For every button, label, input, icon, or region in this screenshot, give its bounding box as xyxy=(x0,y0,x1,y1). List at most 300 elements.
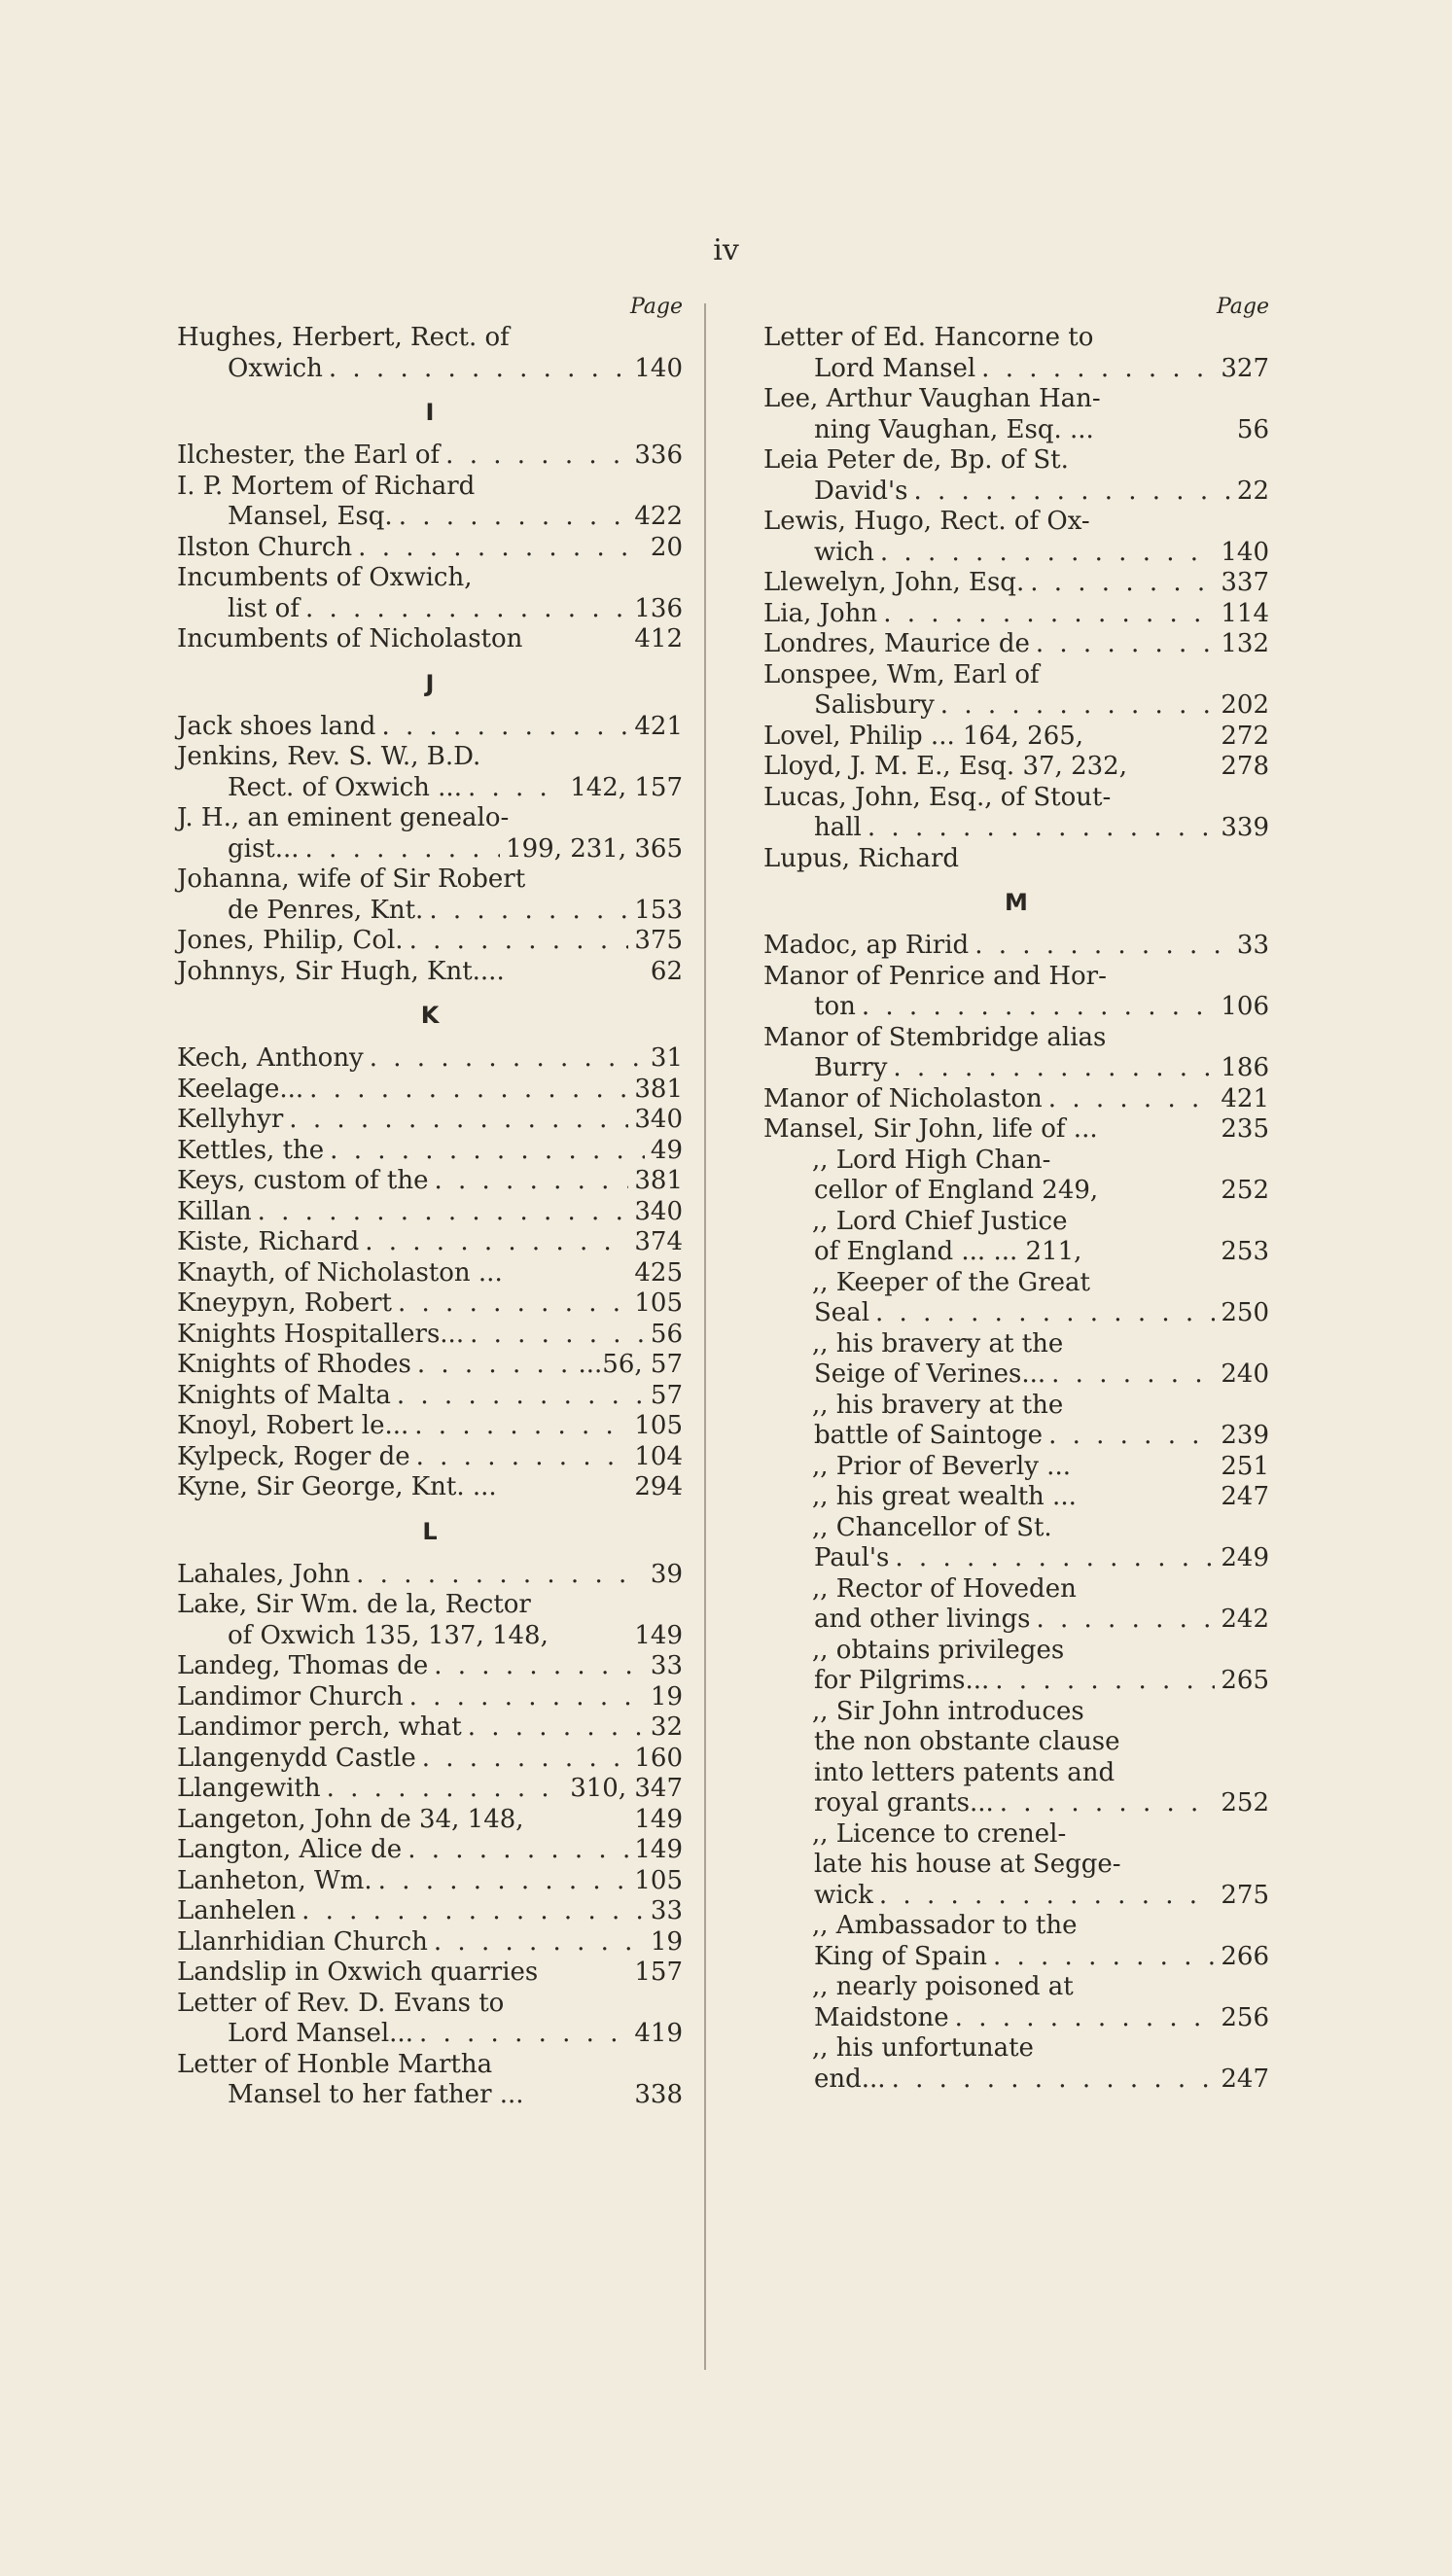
index-entry xyxy=(177,1197,683,1228)
index-entry xyxy=(763,1482,1269,1513)
index-entry xyxy=(177,1381,683,1412)
entry-text: Lee, Arthur Vaughan Han- xyxy=(763,384,1101,413)
leader-dots xyxy=(305,594,628,625)
entry-text: list of xyxy=(228,593,300,623)
entry-text: Rect. of Oxwich ... xyxy=(228,772,462,802)
index-entry xyxy=(763,1636,1269,1667)
index-entry xyxy=(177,1896,683,1927)
entry-page: 140 xyxy=(634,353,683,383)
leader-dots xyxy=(892,2064,1216,2096)
leader-dots xyxy=(301,1896,645,1927)
entry-text: Mansel to her father ... xyxy=(228,2080,524,2109)
entry-page: 33 xyxy=(650,1651,683,1680)
index-entry xyxy=(177,2050,683,2081)
entry-text: Lanhelen xyxy=(177,1896,297,1925)
page-heading: Page xyxy=(629,295,683,319)
index-entry xyxy=(177,865,683,896)
index-entry xyxy=(177,533,683,564)
entry-text: late his house at Segge- xyxy=(814,1850,1121,1879)
entry-page: 20 xyxy=(650,532,683,562)
index-entry xyxy=(763,384,1269,415)
entry-text: Landimor Church xyxy=(177,1681,404,1711)
entry-page: 338 xyxy=(634,2080,683,2109)
index-entry xyxy=(763,1237,1269,1268)
entry-text: Llangenydd Castle xyxy=(177,1743,416,1773)
entry-page: 339 xyxy=(1221,813,1269,842)
entry-page: 106 xyxy=(1221,992,1269,1021)
entry-page: 340 xyxy=(634,1105,683,1134)
index-entry xyxy=(177,1442,683,1473)
index-entry xyxy=(763,992,1269,1023)
index-entry xyxy=(763,690,1269,722)
leader-dots xyxy=(370,1043,645,1075)
entry-text: ning Vaughan, Esq. ... xyxy=(814,414,1094,444)
entry-page: 265 xyxy=(1221,1666,1269,1695)
entry-text: Londres, Maurice de xyxy=(763,629,1030,658)
entry-text: ,, obtains privileges xyxy=(812,1635,1065,1665)
leader-dots xyxy=(365,1227,628,1258)
entry-page: 114 xyxy=(1221,598,1269,628)
index-entry xyxy=(177,1043,683,1075)
entry-page: 157 xyxy=(634,1958,683,1987)
entry-text: Keys, custom of the xyxy=(177,1166,429,1195)
entry-text: Kiste, Richard xyxy=(177,1227,360,1256)
entry-text: wich xyxy=(814,537,874,567)
index-entry xyxy=(763,844,1269,875)
entry-text: Manor of Stembridge alias xyxy=(763,1022,1107,1052)
entry-text: of England ... ... 211, xyxy=(814,1237,1082,1266)
entry-page: 310, 347 xyxy=(570,1774,683,1803)
entry-page: 149 xyxy=(634,1620,683,1650)
index-entry xyxy=(177,742,683,773)
index-entry xyxy=(177,472,683,503)
leader-dots xyxy=(981,354,1215,385)
index-entry xyxy=(177,563,683,594)
index-entry xyxy=(763,1359,1269,1391)
entry-text: Johnnys, Sir Hugh, Knt.... xyxy=(177,956,505,986)
index-entry xyxy=(763,1850,1269,1881)
index-entry xyxy=(177,1989,683,2020)
entry-page: 104 xyxy=(634,1441,683,1471)
entry-text: Kellyhyr xyxy=(177,1105,284,1134)
entry-page: 336 xyxy=(634,441,683,470)
index-entry xyxy=(177,502,683,533)
index-entry xyxy=(763,1543,1269,1574)
leader-dots xyxy=(399,502,629,533)
entry-text: ,, his great wealth ... xyxy=(812,1482,1077,1511)
entry-text: Lord Mansel... xyxy=(228,2019,413,2048)
leader-dots xyxy=(955,2003,1216,2034)
entry-text: Paul's xyxy=(814,1543,890,1572)
index-entry xyxy=(763,1329,1269,1360)
entry-text: Letter of Ed. Hancorne to xyxy=(763,323,1094,352)
index-entry xyxy=(177,354,683,385)
index-entry xyxy=(177,1866,683,1897)
entry-text: Jenkins, Rev. S. W., B.D. xyxy=(177,742,481,771)
index-entry xyxy=(177,1288,683,1320)
entry-text: cellor of England 249, xyxy=(814,1176,1099,1205)
index-entry xyxy=(763,1268,1269,1299)
leader-dots xyxy=(993,1942,1215,1973)
index-entry xyxy=(763,1758,1269,1789)
index-entry xyxy=(177,1744,683,1775)
entry-page: 252 xyxy=(1221,1176,1269,1205)
leader-dots xyxy=(422,1744,629,1775)
entry-text: ,, Lord Chief Justice xyxy=(812,1206,1068,1236)
entry-text: Letter of Honble Martha xyxy=(177,2049,493,2079)
index-entry xyxy=(763,1513,1269,1544)
entry-page: 235 xyxy=(1221,1114,1269,1144)
entry-text: Llewelyn, John, Esq. xyxy=(763,568,1025,597)
index-entry xyxy=(177,896,683,927)
index-entry xyxy=(763,323,1269,354)
index-entry xyxy=(763,1053,1269,1084)
index-entry xyxy=(177,2019,683,2050)
leader-dots xyxy=(327,1774,565,1805)
leader-dots xyxy=(879,1881,1215,1912)
entry-text: Llangewith xyxy=(177,1774,321,1803)
index-entry xyxy=(763,2003,1269,2034)
index-entry xyxy=(177,1805,683,1836)
entry-text: Kettles, the xyxy=(177,1135,325,1165)
leader-dots xyxy=(398,1288,628,1320)
index-entry xyxy=(763,1972,1269,2003)
leader-dots xyxy=(305,834,501,865)
index-entry xyxy=(763,1207,1269,1238)
entry-page: 419 xyxy=(634,2019,683,2048)
entry-page: 381 xyxy=(634,1166,683,1195)
entry-text: ,, Sir John introduces xyxy=(812,1696,1084,1726)
entry-page: 62 xyxy=(650,956,683,986)
index-entry xyxy=(763,813,1269,844)
entry-text: Ilchester, the Earl of xyxy=(177,441,441,470)
entry-page: 142, 157 xyxy=(570,772,683,802)
index-entry xyxy=(763,1697,1269,1728)
index-entry xyxy=(763,568,1269,599)
leader-dots xyxy=(416,1442,629,1473)
entry-text: Lovel, Philip ... 164, 265, xyxy=(763,721,1084,751)
entry-text: ,, Keeper of the Great xyxy=(812,1267,1090,1297)
entry-text: ,, Rector of Hoveden xyxy=(812,1573,1077,1604)
leader-dots xyxy=(434,1927,645,1958)
entry-page: 252 xyxy=(1221,1788,1269,1817)
index-entry xyxy=(177,1835,683,1866)
page-number: iv xyxy=(713,233,739,267)
leader-dots xyxy=(875,1298,1215,1329)
index-entry xyxy=(763,1391,1269,1422)
entry-text: gist... xyxy=(228,833,300,864)
section-letter: I xyxy=(425,399,435,426)
leader-dots xyxy=(913,476,1230,508)
entry-text: Knoyl, Robert le... xyxy=(177,1411,409,1440)
index-entry xyxy=(763,1298,1269,1329)
index-entry xyxy=(177,1958,683,1989)
entry-text: Manor of Nicholaston xyxy=(763,1083,1043,1113)
entry-text: Salisbury xyxy=(814,690,935,720)
leader-dots xyxy=(1030,568,1215,599)
entry-page: 256 xyxy=(1221,2002,1269,2032)
entry-text: ton xyxy=(814,992,856,1021)
entry-text: ,, his bravery at the xyxy=(812,1328,1064,1359)
index-entry xyxy=(177,1472,683,1503)
entry-text: J. H., an eminent genealo- xyxy=(177,803,510,832)
entry-text: Kyne, Sir George, Knt. ... xyxy=(177,1472,497,1501)
index-entry xyxy=(177,624,683,655)
entry-text: into letters patents and xyxy=(814,1757,1116,1787)
leader-dots xyxy=(1048,1084,1216,1115)
leader-dots xyxy=(880,538,1215,569)
entry-page: 160 xyxy=(634,1743,683,1773)
index-column-right xyxy=(763,292,1269,2095)
index-entry xyxy=(763,1452,1269,1483)
entry-page: 327 xyxy=(1221,353,1269,383)
index-entry xyxy=(177,441,683,472)
entry-page: 33 xyxy=(650,1896,683,1925)
entry-text: Jack shoes land xyxy=(177,711,376,741)
entry-page: 39 xyxy=(650,1559,683,1589)
entry-text: Killan xyxy=(177,1196,252,1226)
entry-text: royal grants... xyxy=(814,1788,994,1817)
index-entry xyxy=(763,1574,1269,1606)
section-letter: K xyxy=(420,1002,440,1029)
entry-page: 278 xyxy=(1221,752,1269,781)
entry-text: Knights Hospitallers... xyxy=(177,1319,465,1349)
entry-page: 272 xyxy=(1221,721,1269,751)
entry-text: Maidstone xyxy=(814,2002,949,2032)
entry-page: 266 xyxy=(1221,1941,1269,1971)
entry-text: Landslip in Oxwich quarries xyxy=(177,1958,539,1987)
entry-page: 56 xyxy=(1236,414,1269,444)
entry-page: 149 xyxy=(634,1835,683,1864)
entry-text: David's xyxy=(814,476,908,506)
entry-text: ,, his unfortunate xyxy=(812,2033,1034,2063)
index-entry xyxy=(763,1942,1269,1973)
entry-text: Johanna, wife of Sir Robert xyxy=(177,865,526,894)
entry-text: Lake, Sir Wm. de la, Rector xyxy=(177,1590,531,1619)
index-entry xyxy=(177,1227,683,1258)
entry-page: 19 xyxy=(650,1681,683,1711)
index-entry xyxy=(763,354,1269,385)
entry-page: ...56, 57 xyxy=(578,1350,683,1379)
entry-page: 242 xyxy=(1221,1605,1269,1634)
leader-dots xyxy=(397,1381,645,1412)
index-entry xyxy=(177,1105,683,1136)
entry-text: Seal xyxy=(814,1298,870,1327)
leader-dots xyxy=(893,1053,1215,1084)
entry-text: Kylpeck, Roger de xyxy=(177,1441,410,1471)
leader-dots xyxy=(470,1320,645,1351)
entry-text: Lucas, John, Esq., of Stout- xyxy=(763,782,1112,812)
entry-text: wick xyxy=(814,1880,873,1910)
index-entry xyxy=(763,1084,1269,1115)
index-entry xyxy=(763,1114,1269,1146)
index-entry xyxy=(177,1136,683,1167)
entry-text: Hughes, Herbert, Rect. of xyxy=(177,323,510,352)
entry-text: hall xyxy=(814,813,862,842)
entry-text: Keelage... xyxy=(177,1074,304,1104)
leader-dots xyxy=(468,1712,645,1744)
index-entry xyxy=(763,507,1269,538)
index-entry xyxy=(763,1146,1269,1177)
entry-page: 33 xyxy=(1236,931,1269,960)
page-heading: Page xyxy=(1216,295,1269,319)
leader-dots xyxy=(414,1411,628,1442)
entry-text: de Penres, Knt. xyxy=(228,895,424,925)
entry-page: 132 xyxy=(1221,629,1269,658)
entry-text: and other livings xyxy=(814,1605,1031,1634)
index-entry xyxy=(177,2080,683,2111)
index-entry xyxy=(177,803,683,834)
index-entry xyxy=(763,752,1269,783)
entry-page: 421 xyxy=(634,711,683,741)
leader-dots xyxy=(445,441,628,472)
entry-text: Landeg, Thomas de xyxy=(177,1651,429,1680)
entry-page: 374 xyxy=(634,1227,683,1256)
index-entry xyxy=(763,599,1269,630)
index-entry xyxy=(763,660,1269,691)
index-column-left xyxy=(177,292,683,2111)
entry-text: the non obstante clause xyxy=(814,1727,1120,1756)
leader-dots xyxy=(1048,1421,1215,1452)
index-entry xyxy=(177,1774,683,1805)
index-entry xyxy=(177,712,683,743)
entry-text: Kneypyn, Robert xyxy=(177,1288,392,1318)
entry-page: 56 xyxy=(650,1319,683,1349)
index-entry xyxy=(763,1023,1269,1054)
index-entry xyxy=(177,1927,683,1958)
entry-page: 421 xyxy=(1221,1083,1269,1113)
entry-text: Burry xyxy=(814,1053,888,1082)
entry-text: Lonspee, Wm, Earl of xyxy=(763,659,1040,689)
index-entry xyxy=(763,1819,1269,1851)
entry-text: Madoc, ap Ririd xyxy=(763,931,970,960)
entry-text: Mansel, Esq. xyxy=(228,502,393,531)
entry-text: Ilston Church xyxy=(177,532,353,562)
entry-page: 340 xyxy=(634,1196,683,1226)
entry-text: ,, Licence to crenel- xyxy=(812,1818,1067,1849)
entry-page: 19 xyxy=(650,1926,683,1957)
index-entry xyxy=(763,962,1269,993)
index-entry xyxy=(763,783,1269,814)
entry-text: Jones, Philip, Col. xyxy=(177,926,404,955)
entry-text: ,, Prior of Beverly ... xyxy=(812,1451,1071,1481)
leader-dots xyxy=(868,813,1215,844)
entry-page: 105 xyxy=(634,1865,683,1895)
entry-page: 249 xyxy=(1221,1543,1269,1572)
index-entry xyxy=(763,722,1269,753)
entry-page: 375 xyxy=(634,926,683,955)
entry-page: 49 xyxy=(650,1135,683,1165)
index-entry xyxy=(177,1258,683,1289)
entry-page: 337 xyxy=(1221,568,1269,597)
entry-page: 425 xyxy=(634,1257,683,1288)
section-letter: J xyxy=(425,669,435,697)
left-entries xyxy=(177,323,683,2111)
entry-text: Knights of Rhodes xyxy=(177,1350,411,1379)
entry-page: 140 xyxy=(1221,537,1269,567)
index-entry xyxy=(177,1411,683,1442)
entry-text: ,, nearly poisoned at xyxy=(812,1972,1074,2001)
leader-dots xyxy=(358,533,645,564)
index-entry xyxy=(763,1605,1269,1636)
entry-page: 105 xyxy=(634,1288,683,1318)
entry-page: 294 xyxy=(634,1472,683,1501)
leader-dots xyxy=(895,1543,1215,1574)
index-entry xyxy=(177,323,683,354)
index-entry xyxy=(177,1712,683,1744)
entry-text: Oxwich xyxy=(228,353,323,383)
entry-page: 136 xyxy=(634,593,683,623)
index-entry xyxy=(177,1320,683,1351)
entry-text: ,, Chancellor of St. xyxy=(812,1512,1052,1542)
entry-text: ,, his bravery at the xyxy=(812,1390,1064,1420)
entry-text: Lloyd, J. M. E., Esq. 37, 232, xyxy=(763,752,1127,781)
index-entry xyxy=(763,445,1269,476)
index-entry xyxy=(177,1651,683,1682)
leader-dots xyxy=(1036,629,1216,660)
leader-dots xyxy=(940,690,1216,722)
index-entry xyxy=(763,1421,1269,1452)
entry-page: 422 xyxy=(634,502,683,531)
entry-page: 22 xyxy=(1236,476,1269,506)
section-letter: L xyxy=(422,1517,438,1545)
index-entry xyxy=(177,1682,683,1713)
entry-text: Lupus, Richard xyxy=(763,843,960,873)
entry-page: 250 xyxy=(1221,1298,1269,1327)
entry-page: 240 xyxy=(1221,1359,1269,1389)
entry-text: King of Spain xyxy=(814,1941,987,1971)
entry-page: 239 xyxy=(1221,1421,1269,1450)
entry-text: Lanheton, Wm. xyxy=(177,1865,372,1895)
leader-dots xyxy=(883,599,1215,630)
entry-text: of Oxwich 135, 137, 148, xyxy=(228,1620,549,1650)
leader-dots xyxy=(381,712,628,743)
entry-text: Lia, John xyxy=(763,598,878,628)
index-entry xyxy=(763,1666,1269,1697)
index-entry xyxy=(177,926,683,957)
entry-text: Knayth, of Nicholaston ... xyxy=(177,1257,503,1288)
entry-page: 247 xyxy=(1221,1482,1269,1511)
entry-page: 149 xyxy=(634,1804,683,1834)
entry-page: 105 xyxy=(634,1411,683,1440)
index-entry xyxy=(763,1727,1269,1758)
leader-dots xyxy=(289,1105,628,1136)
index-entry xyxy=(177,1166,683,1197)
leader-dots xyxy=(995,1666,1215,1697)
entry-text: Kech, Anthony xyxy=(177,1043,364,1073)
leader-dots xyxy=(309,1075,628,1106)
entry-text: for Pilgrims... xyxy=(814,1666,990,1695)
entry-page: 153 xyxy=(634,895,683,925)
index-entry xyxy=(177,1075,683,1106)
leader-dots xyxy=(258,1197,629,1228)
index-entry xyxy=(177,1350,683,1381)
entry-page: 31 xyxy=(650,1043,683,1073)
entry-text: Seige of Verines... xyxy=(814,1359,1046,1389)
index-entry xyxy=(763,1881,1269,1912)
entry-page: 186 xyxy=(1221,1053,1269,1082)
leader-dots xyxy=(974,931,1231,962)
section-letter: M xyxy=(1005,889,1028,916)
index-entry xyxy=(177,594,683,625)
index-entry xyxy=(763,1911,1269,1942)
index-entry xyxy=(763,2064,1269,2096)
index-entry xyxy=(763,1788,1269,1819)
entry-text: Knights of Malta xyxy=(177,1380,391,1410)
entry-page: 32 xyxy=(650,1712,683,1742)
entry-text: Letter of Rev. D. Evans to xyxy=(177,1988,505,2018)
index-entry xyxy=(177,957,683,988)
